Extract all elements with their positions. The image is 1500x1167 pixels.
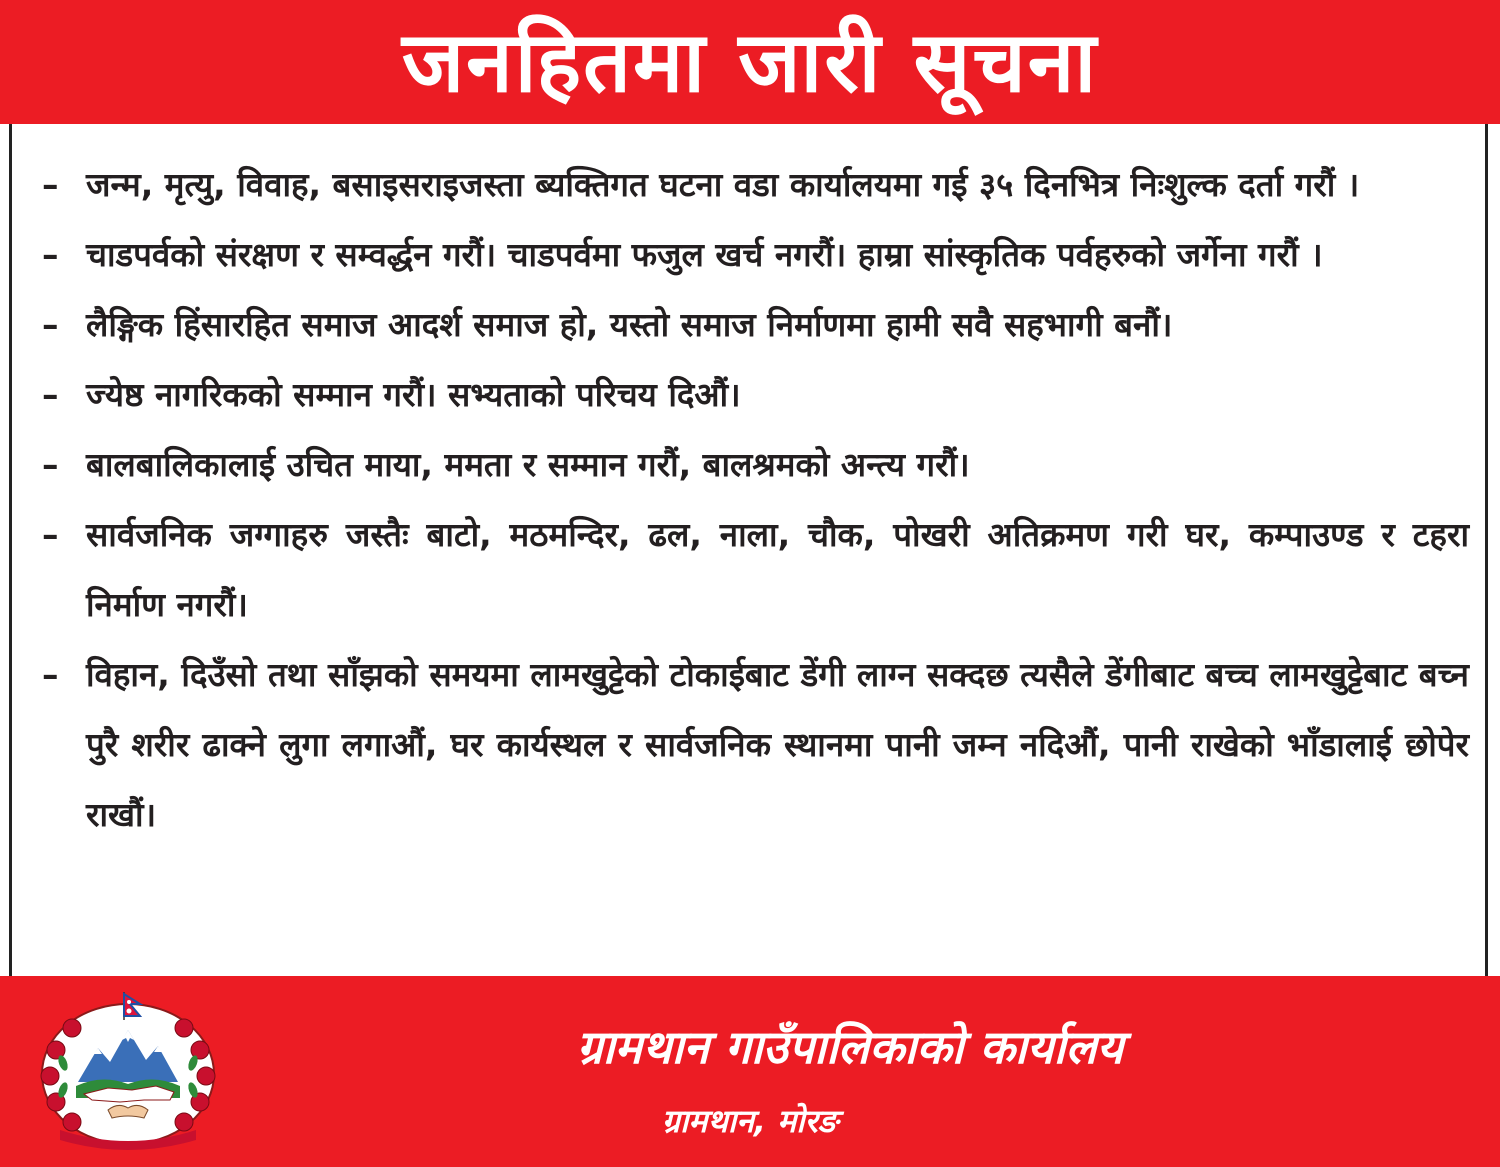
notice-text: बालबालिकालाई उचित माया, ममता र सम्मान गरौं, बालश्रमको अन्त्य गरौं। — [86, 445, 970, 484]
notice-item-dengue — [12, 640, 1485, 850]
notice-item-senior-citizens — [12, 360, 1485, 430]
office-name: ग्रामथान गाउँपालिकाको कार्यालय — [576, 1020, 1124, 1074]
notice-item-gender-violence — [12, 290, 1485, 360]
dash-bullet: – — [42, 165, 59, 204]
notice-item-child-labour — [12, 430, 1485, 500]
notice-text: विहान, दिउँसो तथा साँझको समयमा लामखुट्टेको टोकाईबाट डेंगी लाग्न सक्दछ त्यसैले डेंगीबाट बच्च लामखुट्टेबाट बच्न पुरै शरीर ढाक्ने लुगा लगाऔं, घर कार्यस्थल र सार्वजनिक स्थानमा पानी जम्न नदिऔं, पानी राखेको भाँडालाई छोपेर राखौं। — [86, 655, 1469, 834]
notice-banner — [0, 0, 1500, 124]
notice-list — [12, 124, 1485, 850]
notice-item-registration — [12, 150, 1485, 220]
notice-item-public-land — [12, 500, 1485, 640]
nepal-emblem-icon — [36, 990, 220, 1152]
dash-bullet: – — [42, 235, 59, 274]
notice-text: ज्येष्ठ नागरिकको सम्मान गरौं। सभ्यताको परिचय दिऔं। — [86, 375, 741, 414]
office-location: ग्रामथान, मोरङ — [661, 1102, 839, 1140]
notice-text: लैङ्गिक हिंसारहित समाज आदर्श समाज हो, यस्तो समाज निर्माणमा हामी सवै सहभागी बनौं। — [86, 305, 1173, 344]
office-footer — [0, 976, 1500, 1167]
notice-title: जनहितमा जारी सूचना — [401, 13, 1099, 111]
notice-item-festivals — [12, 220, 1485, 290]
dash-bullet: – — [42, 655, 59, 694]
notice-body — [9, 124, 1488, 976]
dash-bullet: – — [42, 445, 59, 484]
notice-text: सार्वजनिक जग्गाहरु जस्तैः बाटो, मठमन्दिर, ढल, नाला, चौक, पोखरी अतिक्रमण गरी घर, कम्पाउण्ड र टहरा निर्माण नगरौं। — [86, 515, 1469, 624]
notice-text: जन्म, मृत्यु, विवाह, बसाइसराइजस्ता ब्यक्तिगत घटना वडा कार्यालयमा गई ३५ दिनभित्र निःशुल्क दर्ता गरौं । — [86, 165, 1360, 204]
notice-text: चाडपर्वको संरक्षण र सम्वर्द्धन गरौं। चाडपर्वमा फजुल खर्च नगरौं। हाम्रा सांस्कृतिक पर्वहरुको जर्गेना गरौं । — [86, 235, 1323, 274]
dash-bullet: – — [42, 375, 59, 414]
dash-bullet: – — [42, 305, 59, 344]
dash-bullet: – — [42, 515, 59, 554]
